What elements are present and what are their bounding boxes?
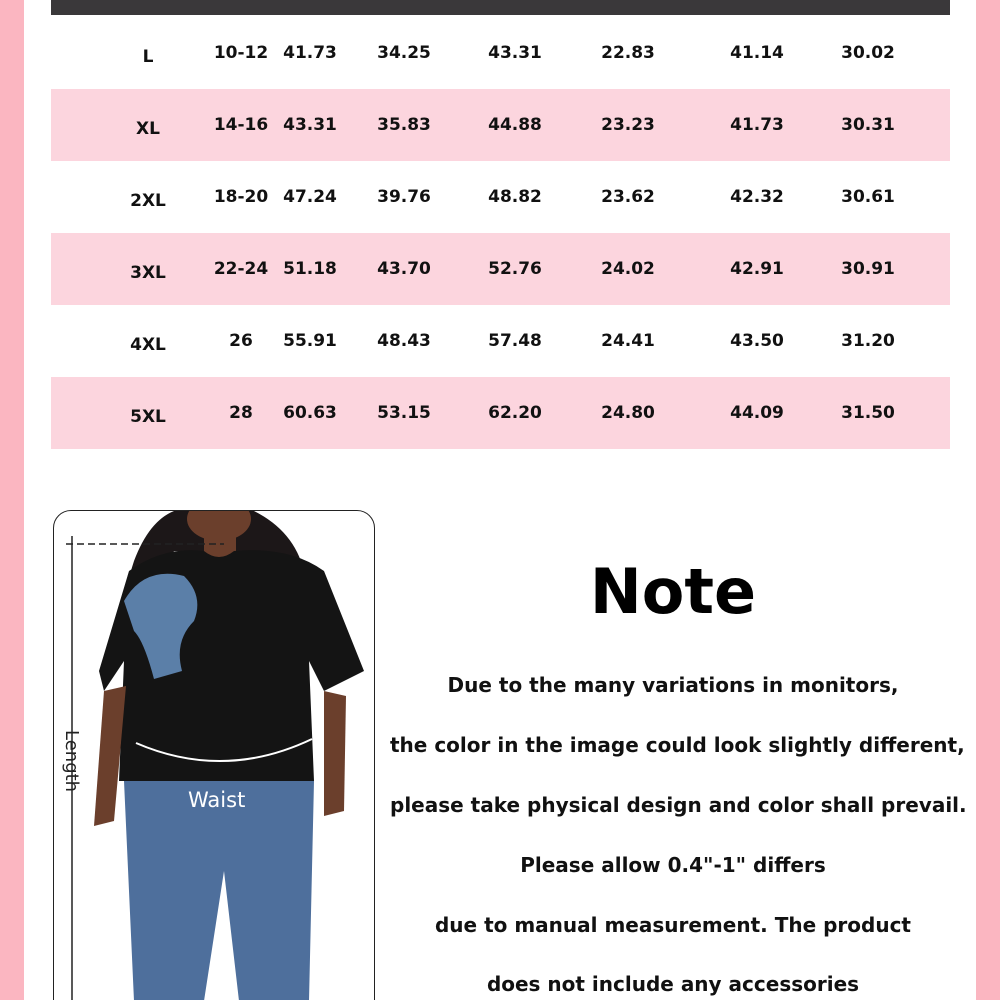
size-cell: 4XL — [130, 335, 166, 355]
measurement-cell: 57.48 — [488, 331, 542, 351]
table-row — [51, 377, 950, 449]
measurement-cell: 52.76 — [488, 259, 542, 279]
measurement-cell: 51.18 — [283, 259, 337, 279]
length-label: Length — [61, 730, 82, 793]
us-size-cell: 22-24 — [213, 259, 269, 279]
measurement-cell: 43.70 — [377, 259, 431, 279]
measurement-cell: 41.14 — [730, 43, 784, 63]
table-row — [51, 233, 950, 305]
table-row — [51, 305, 950, 377]
measurement-cell: 43.50 — [730, 331, 784, 351]
measurement-cell: 42.91 — [730, 259, 784, 279]
table-row — [51, 89, 950, 161]
note-title: Note — [589, 555, 757, 628]
waist-label: Waist — [188, 788, 246, 812]
note-line: Due to the many variations in monitors, — [447, 673, 899, 697]
model-illustration — [54, 511, 375, 1000]
measurement-cell: 47.24 — [283, 187, 337, 207]
measurement-cell: 35.83 — [377, 115, 431, 135]
measurement-cell: 30.02 — [841, 43, 895, 63]
measurement-cell: 23.62 — [601, 187, 655, 207]
measurement-cell: 43.31 — [283, 115, 337, 135]
us-size-cell: 18-20 — [213, 187, 269, 207]
measurement-cell: 31.50 — [841, 403, 895, 423]
measurement-cell: 30.61 — [841, 187, 895, 207]
measurement-cell: 62.20 — [488, 403, 542, 423]
measurement-cell: 44.88 — [488, 115, 542, 135]
size-chart-table — [51, 17, 950, 449]
measurement-cell: 34.25 — [377, 43, 431, 63]
table-header-bar — [51, 0, 950, 15]
us-size-cell: 10-12 — [213, 43, 269, 63]
measurement-cell: 30.91 — [841, 259, 895, 279]
note-line: due to manual measurement. The product — [434, 913, 911, 937]
size-cell: 3XL — [130, 263, 166, 283]
measurement-cell: 22.83 — [601, 43, 655, 63]
size-cell: 5XL — [130, 407, 166, 427]
table-row — [51, 17, 950, 89]
us-size-cell: 14-16 — [213, 115, 269, 135]
size-cell: XL — [136, 119, 160, 139]
measurement-cell: 30.31 — [841, 115, 895, 135]
measurement-cell: 42.32 — [730, 187, 784, 207]
left-pink-border — [0, 0, 24, 1000]
measurement-cell: 55.91 — [283, 331, 337, 351]
measurement-cell: 53.15 — [377, 403, 431, 423]
table-row — [51, 161, 950, 233]
size-cell: L — [142, 47, 154, 67]
us-size-cell: 26 — [229, 331, 253, 351]
note-line: Please allow 0.4"-1" differs — [520, 853, 826, 877]
model-photo-card — [53, 510, 375, 1000]
measurement-cell: 44.09 — [730, 403, 784, 423]
measurement-cell: 43.31 — [488, 43, 542, 63]
measurement-cell: 39.76 — [377, 187, 431, 207]
measurement-cell: 48.43 — [377, 331, 431, 351]
measurement-cell: 23.23 — [601, 115, 655, 135]
measurement-cell: 41.73 — [283, 43, 337, 63]
note-line: please take physical design and color shall prevail. — [390, 793, 967, 817]
measurement-cell: 24.80 — [601, 403, 655, 423]
measurement-cell: 24.02 — [601, 259, 655, 279]
measurement-cell: 31.20 — [841, 331, 895, 351]
size-cell: 2XL — [130, 191, 166, 211]
right-pink-border — [976, 0, 1000, 1000]
note-line: does not include any accessories — [486, 972, 860, 996]
us-size-cell: 28 — [229, 403, 253, 423]
measurement-cell: 24.41 — [601, 331, 655, 351]
note-line: the color in the image could look slightly different, — [390, 733, 965, 757]
measurement-cell: 41.73 — [730, 115, 784, 135]
measurement-cell: 60.63 — [283, 403, 337, 423]
measurement-cell: 48.82 — [488, 187, 542, 207]
